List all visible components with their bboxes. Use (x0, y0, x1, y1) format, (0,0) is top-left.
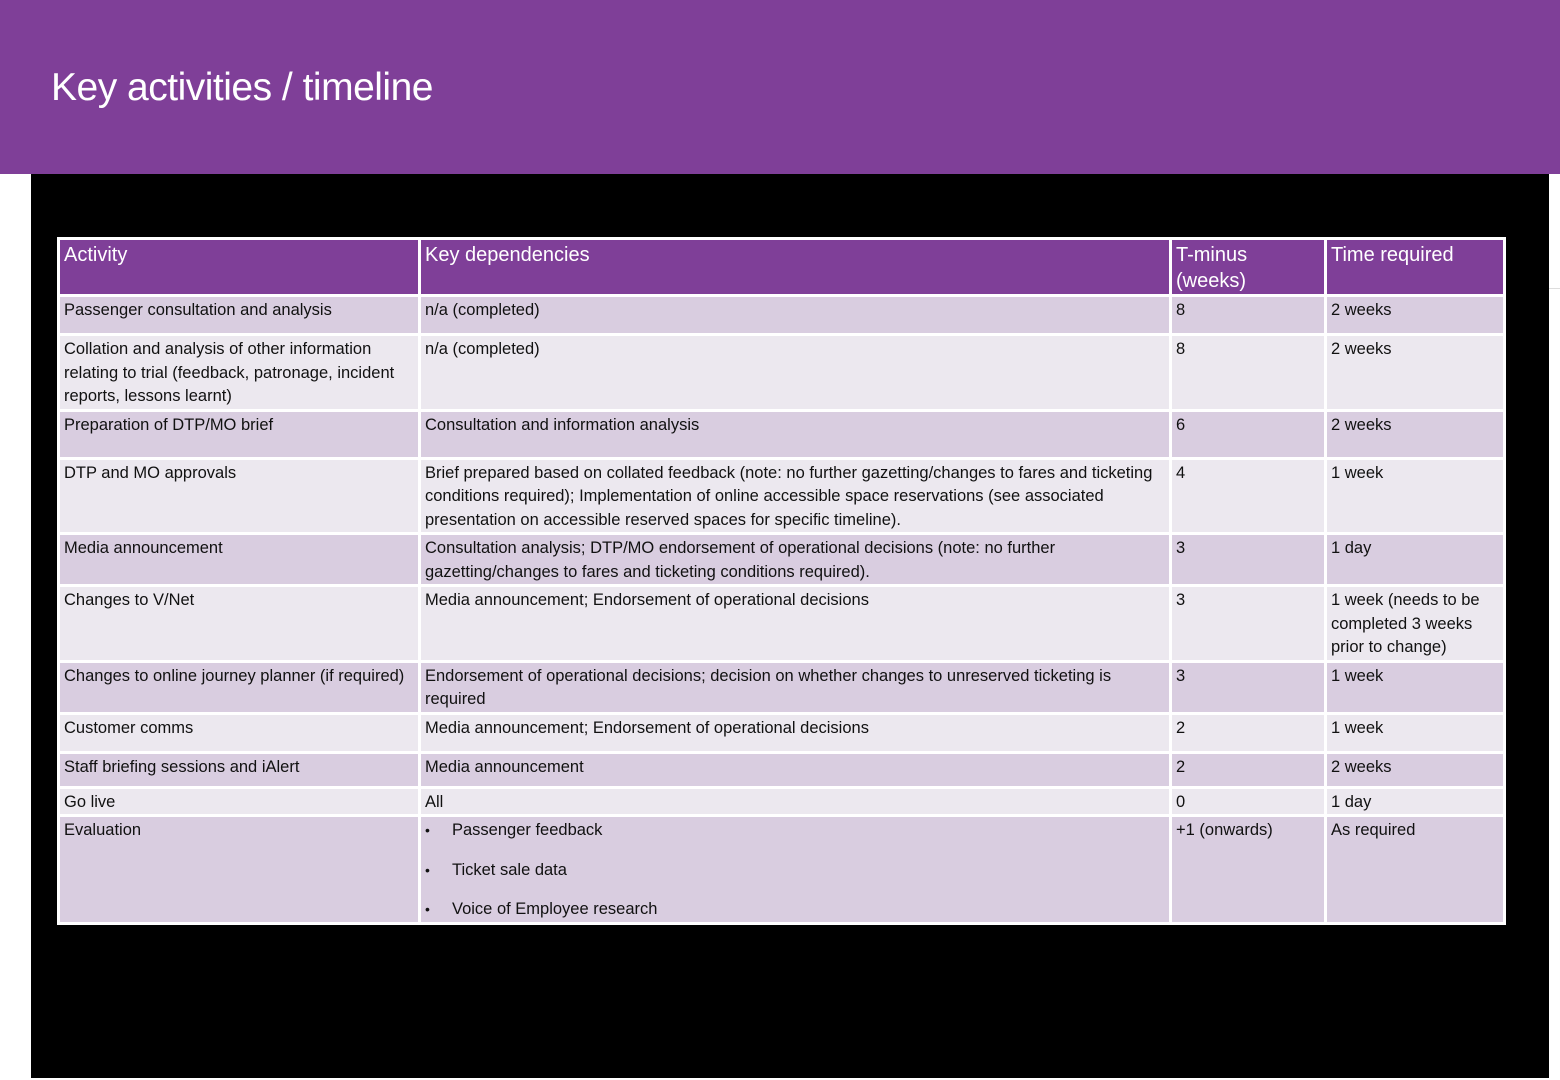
cell-activity: Collation and analysis of other information relating to trial (feedback, patronage, incident reports, lessons learnt) (59, 335, 420, 411)
table-row (59, 458, 1505, 534)
cell-t-minus: 3 (1171, 534, 1326, 586)
cell-time-required: 1 week (1326, 661, 1505, 713)
cell-activity: Customer comms (59, 713, 420, 752)
cell-time-required: 2 weeks (1326, 752, 1505, 787)
cell-activity: Media announcement (59, 534, 420, 586)
cell-t-minus: +1 (onwards) (1171, 816, 1326, 924)
cell-activity: Staff briefing sessions and iAlert (59, 752, 420, 787)
cell-dependencies: Media announcement (420, 752, 1171, 787)
cell-t-minus: 2 (1171, 752, 1326, 787)
slide-title: Key activities / timeline (51, 66, 433, 109)
table-row (59, 752, 1505, 787)
cell-activity: DTP and MO approvals (59, 458, 420, 534)
cell-time-required: 1 day (1326, 787, 1505, 816)
cell-time-required: 1 day (1326, 534, 1505, 586)
header-key-dependencies: Key dependencies (420, 239, 1171, 296)
activities-table-container (57, 237, 1503, 925)
cell-activity: Preparation of DTP/MO brief (59, 410, 420, 458)
table-row (59, 816, 1505, 924)
cell-dependencies: All (420, 787, 1171, 816)
table-row (59, 335, 1505, 411)
edge-divider (1549, 288, 1560, 289)
cell-time-required: 1 week (needs to be completed 3 weeks prior to change) (1326, 586, 1505, 662)
table-row (59, 586, 1505, 662)
cell-dependencies: Media announcement; Endorsement of operational decisions (420, 586, 1171, 662)
header-time-required: Time required (1326, 239, 1505, 296)
cell-time-required: 2 weeks (1326, 296, 1505, 335)
cell-dependencies: Consultation and information analysis (420, 410, 1171, 458)
table-header-row (59, 239, 1505, 296)
cell-t-minus: 2 (1171, 713, 1326, 752)
table-row (59, 661, 1505, 713)
activities-table (57, 237, 1506, 925)
cell-dependencies: Brief prepared based on collated feedback (note: no further gazetting/changes to fares and ticketing conditions required); Implementation of online accessible space reservations (see associated presentation on accessible reserved spaces for specific timeline). (420, 458, 1171, 534)
cell-activity: Changes to V/Net (59, 586, 420, 662)
table-row (59, 713, 1505, 752)
cell-activity: Changes to online journey planner (if required) (59, 661, 420, 713)
table-row (59, 787, 1505, 816)
cell-t-minus: 6 (1171, 410, 1326, 458)
cell-time-required: As required (1326, 816, 1505, 924)
cell-time-required: 1 week (1326, 713, 1505, 752)
list-item: • Passenger feedback (425, 819, 1165, 843)
table-row (59, 410, 1505, 458)
cell-dependencies: n/a (completed) (420, 296, 1171, 335)
header-activity: Activity (59, 239, 420, 296)
cell-activity: Evaluation (59, 816, 420, 924)
cell-dependencies (420, 816, 1171, 924)
cell-dependencies: n/a (completed) (420, 335, 1171, 411)
cell-time-required: 2 weeks (1326, 410, 1505, 458)
cell-t-minus: 3 (1171, 661, 1326, 713)
header-t-minus: T-minus (weeks) (1171, 239, 1326, 296)
dependency-bullet-list (425, 819, 1165, 922)
cell-t-minus: 0 (1171, 787, 1326, 816)
cell-dependencies: Media announcement; Endorsement of operational decisions (420, 713, 1171, 752)
cell-time-required: 2 weeks (1326, 335, 1505, 411)
list-item: • Voice of Employee research (425, 898, 1165, 922)
cell-dependencies: Endorsement of operational decisions; decision on whether changes to unreserved ticketing is required (420, 661, 1171, 713)
slide-header (0, 0, 1560, 174)
cell-t-minus: 8 (1171, 335, 1326, 411)
cell-t-minus: 4 (1171, 458, 1326, 534)
table-row (59, 296, 1505, 335)
cell-activity: Passenger consultation and analysis (59, 296, 420, 335)
list-item: • Ticket sale data (425, 859, 1165, 883)
table-row (59, 534, 1505, 586)
cell-time-required: 1 week (1326, 458, 1505, 534)
cell-dependencies: Consultation analysis; DTP/MO endorsement of operational decisions (note: no further gazetting/changes to fares and ticketing conditions required). (420, 534, 1171, 586)
cell-t-minus: 3 (1171, 586, 1326, 662)
cell-activity: Go live (59, 787, 420, 816)
cell-t-minus: 8 (1171, 296, 1326, 335)
